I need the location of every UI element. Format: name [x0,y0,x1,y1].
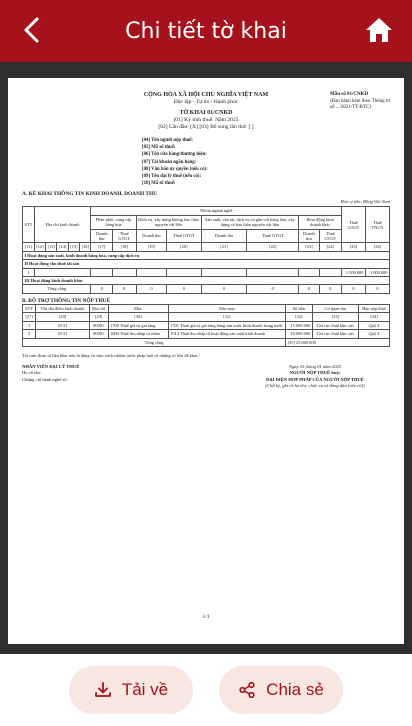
page-title: Chi tiết tờ khai [125,18,287,44]
back-arrow-icon[interactable] [18,15,48,45]
nation-name: CỘNG HÒA XÃ HỘI CHỦ NGHĨA VIỆT NAM [143,92,269,98]
currency-unit: Đơn vị tiền: Đồng Việt Nam [340,199,390,205]
revenue-table: STT Địa chỉ kinh doanh Nhóm ngành nghề Thuế GTGT Thuế TNCN Phân phối, cung cấp hàng hóa Dịch vụ, xây dựng không bao thầu nguyên vật liệu Sản xuất, vận tải, dịch vụ có gắn với hàng hóa, xây dựng có bao thầu nguyên vật liệu Hoạt động kinh doanh khác Doanh thu Thuế GTGT Doanh thu Thuế GTGT Doanh thu Thuế GTGT Doanh thu Thuế GTGT [11] [12] [13] [14] [15] [16] [17] [18] [19] [20] [21] [22] [23] [24] [25] [26] I Hoạt động sản xuất, kinh doanh hàng hóa, cung cấp dịch vụ II Hoạt động cho thuê tài sản 1 1.500.000 1.000.000 III Hoạt động kinh doanh khác Tổng cộng 0 0 0 0 0 0 0 0 0 0 [24,208,388,292]
action-bar [0,654,412,726]
column-codes-row: [11] [12] [13] [14] [15] [16] [17] [18] [19] [20] [21] [22] [23] [24] [25] [26] [23,243,390,251]
declaration-note: Tôi cam đoan số liệu khai trên là đúng và chịu trách nhiệm trước pháp luật về những số liệu đã khai./. [22,352,201,358]
form-note: (Ban hành kèm theo Thông tư số .../2021/TT-BTC) [330,98,390,110]
first-time-flag: [02] Lần đầu: [X] [03] Bổ sung lần thứ: [ ] [158,124,254,130]
download-button[interactable] [69,666,193,714]
field-line: [10] Mã số thuế: [142,181,176,187]
vat-value: 1.500.000 [342,268,366,276]
total-row: Tổng cộng [35] 25.000.000 [23,338,390,346]
tax-period: [01] Kỳ tính thuế: Năm 2025 [173,117,239,123]
field-line: [08] Văn bản ủy quyền (nếu có): [142,166,208,172]
table-row: 2 45.51 00001 1000 Thuế thu nhập cá nhân 1014 Thuế thu nhập từ hoạt động sản xuất kinh doanh 10.000.000 Chi cục thuế khu vực Quý 4 [23,330,390,338]
table-row: 1 45.51 00001 1700 Thuế giá trị gia tăng 1701 Thuế giá trị gia tăng hàng sản xuất, kinh doanh trong nước 15.000.000 Chi cục thuế khu vực Quý 4 [23,321,390,329]
field-line: [06] Tên cửa hàng/thương hiệu: [142,152,207,158]
section-a-title: A. KÊ KHAI THÔNG TIN KINH DOANH, DOANH THU [22,191,158,198]
document-page [8,78,404,644]
field-line: [04] Tên người nộp thuế: [142,138,194,143]
payment-table: STT Tên địa điểm kinh doanh Địa chỉ Mục Tiểu mục Số tiền Cơ quan thu Hạn nộp thuế [27] [28] [29] [30] [31] [32] [33] [34] 1 45.51 00001 1700 Thuế giá trị gia tăng 1701 Thuế giá trị gia tăng hàng sản xuất, kinh doanh trong nước 15.000.000 Chi cục thuế khu vực Quý 4 2 45.51 00001 1000 Thuế thu nhập cá nhân 1014 Thuế thu nhập từ hoạt động sản xuất kinh doanh 10.000.000 Chi cục thuế khu vực Quý 4 Tổng cộng [35] 25.000.000 [22,304,390,347]
download-icon [94,681,112,699]
share-icon [238,681,256,699]
field-line: [05] Mã số thuế: [142,145,176,151]
section-b-title: B. BỔ TRỢ THÔNG TIN NỘP THUẾ [22,297,111,304]
table-row: III Hoạt động kinh doanh khác [23,277,390,285]
form-code: Mẫu số 01/CNKD [330,92,369,97]
motto: Độc lập - Tự do - Hạnh phúc [173,99,239,105]
table-row: I Hoạt động sản xuất, kinh doanh hàng hóa, cung cấp dịch vụ [23,251,390,259]
document-viewer[interactable] [0,62,412,654]
top-bar [0,0,412,62]
home-icon[interactable] [364,16,394,44]
download-label: Tải về [121,680,169,699]
total-row: Tổng cộng 0 0 0 0 0 0 0 0 0 0 [23,285,390,293]
table-row: 1 1.500.000 1.000.000 [23,268,390,276]
share-label: Chia sẻ [266,680,324,699]
pit-value: 1.000.000 [365,268,389,276]
column-codes-row: [27] [28] [29] [30] [31] [32] [33] [34] [23,313,390,321]
signature-block: NHÂN VIÊN ĐẠI LÝ THUẾ Họ và tên: Chứng chỉ hành nghề số: Ngày 10 tháng 01 năm 2025 NGƯỜI NỘP THUẾ hoặc ĐẠI DIỆN HỢP PHÁP CỦA NGƯỜI NỘP THUẾ (Chữ ký, ghi rõ họ tên; chức vụ và đóng dấu (nếu có)) [22,363,365,389]
field-line: [09] Tên đại lý thuế (nếu có): [142,174,202,180]
field-line: [07] Tài khoản ngân hàng: [142,159,197,165]
taxpayer-fields [142,137,390,187]
share-button[interactable] [219,666,343,714]
form-title: TỜ KHAI 01/CNKD [179,110,233,116]
page-number: 1/1 [202,614,210,620]
document-header [22,92,390,131]
table-row: II Hoạt động cho thuê tài sản [23,260,390,268]
